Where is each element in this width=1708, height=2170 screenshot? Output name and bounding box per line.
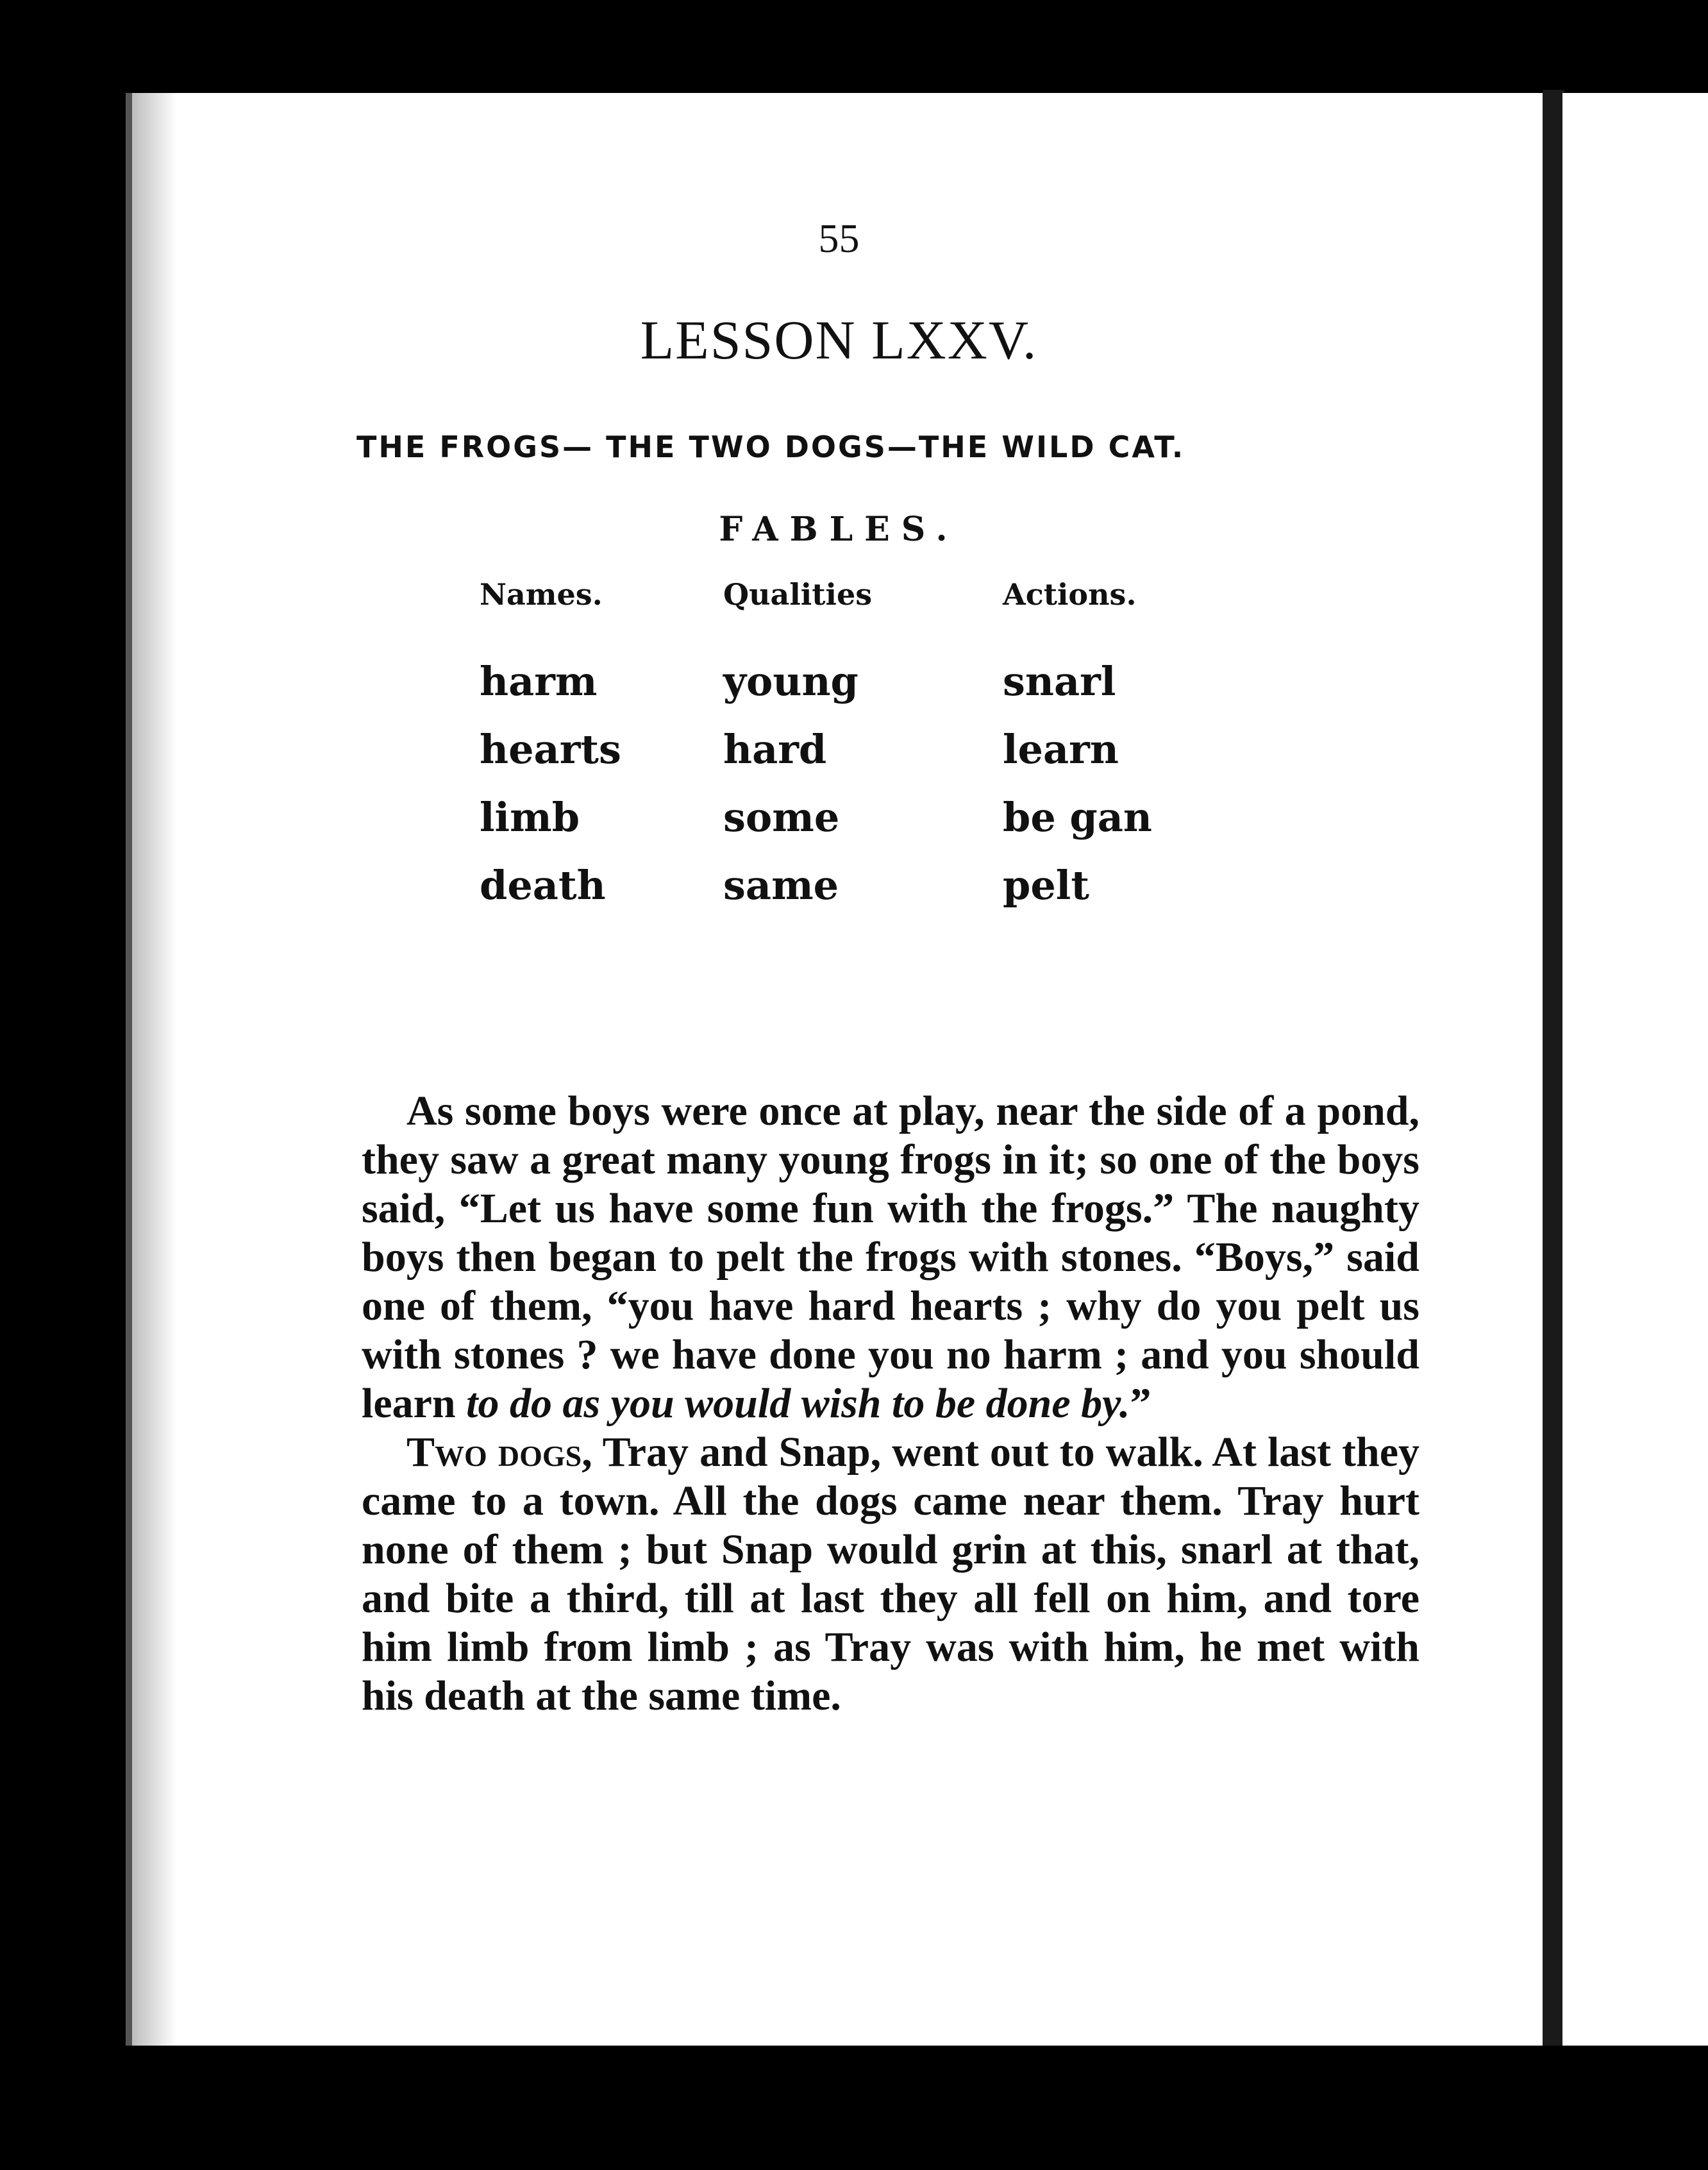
- name-word: harm: [480, 658, 598, 705]
- names-column: [480, 577, 621, 920]
- next-page-edge: [1562, 93, 1708, 2046]
- action-word: be gan: [1003, 794, 1152, 841]
- two-dogs-smallcaps: Two dogs,: [406, 1429, 592, 1476]
- action-word: learn: [1003, 726, 1119, 773]
- qualities-header: Qualities: [723, 577, 873, 612]
- quality-word: some: [723, 794, 840, 841]
- paragraph-frogs-text: As some boys were once at play, near the side of a pond, they saw a great many young frogs in it; so one of the boys said, “Let us have some fun with the frogs.” The naughty boys then began to pelt the frogs with stones. “Boys,” said one of them, “you have hard hearts ; why do you pelt us with stones ? we have done you no harm ; and you should learn: [362, 1088, 1419, 1427]
- page-number: 55: [818, 215, 860, 261]
- name-word: death: [480, 862, 606, 909]
- actions-column: [1003, 577, 1152, 920]
- quality-word: young: [723, 658, 858, 705]
- paragraph-dogs: [362, 1428, 1419, 1720]
- binding-shadow: [132, 93, 177, 2046]
- paragraph-dogs-text: Tray and Snap, went out to walk. At last they came to a town. All the dogs came near them. Tray hurt none of them ; but Snap would grin at this, snarl at that, and bite a third, till at last they all fell on him, and tore him limb from limb ; as Tray was with him, he met with his death at the same time.: [362, 1429, 1420, 1719]
- names-header: Names.: [480, 577, 603, 612]
- page-gutter: [1543, 90, 1564, 2046]
- book-page: [126, 93, 1546, 2046]
- name-word: hearts: [480, 726, 621, 773]
- qualities-column: [723, 577, 872, 920]
- golden-rule-italic: to do as you would wish to be done by.: [466, 1380, 1130, 1427]
- lesson-title: LESSON LXXV.: [640, 309, 1038, 371]
- quality-word: hard: [723, 726, 827, 773]
- closing-quote: ”: [1130, 1380, 1151, 1427]
- lesson-subtitle: THE FROGS— THE TWO DOGS—THE WILD CAT.: [356, 430, 1185, 464]
- action-word: pelt: [1003, 862, 1089, 909]
- section-heading: FABLES.: [719, 510, 959, 549]
- name-word: limb: [480, 794, 580, 841]
- action-word: snarl: [1003, 658, 1116, 705]
- body-text: [362, 1087, 1419, 1720]
- actions-header: Actions.: [1003, 577, 1137, 612]
- paragraph-frogs: [362, 1087, 1419, 1428]
- quality-word: same: [723, 862, 839, 909]
